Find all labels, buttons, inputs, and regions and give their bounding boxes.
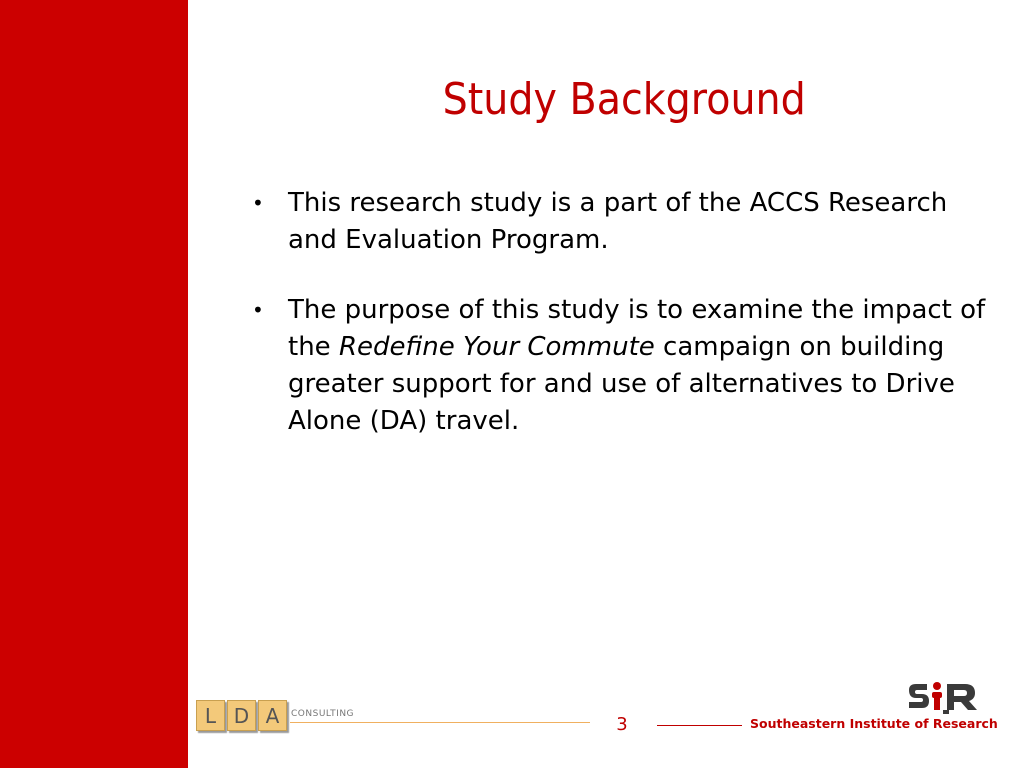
slide-title: Study Background bbox=[442, 74, 806, 125]
bullet-icon: • bbox=[252, 298, 264, 322]
bullet-item bbox=[250, 185, 990, 259]
footer-divider-right bbox=[657, 725, 742, 726]
bullet-icon: • bbox=[252, 191, 264, 215]
lda-letter-a: A bbox=[258, 700, 287, 731]
bullet-emphasis: Redefine Your Commute bbox=[338, 332, 655, 362]
bullet-list bbox=[250, 185, 990, 473]
lda-letter-l: L bbox=[196, 700, 225, 731]
sir-logo-icon bbox=[905, 680, 981, 720]
lda-letter-d: D bbox=[227, 700, 256, 731]
bullet-text-pre: The purpose of this study is to examine the impact of the bbox=[288, 295, 986, 362]
lda-consulting-label: CONSULTING bbox=[291, 709, 355, 719]
lda-logo bbox=[196, 700, 287, 731]
left-red-bar bbox=[0, 0, 188, 768]
page-number: 3 bbox=[616, 714, 628, 735]
bullet-item bbox=[250, 292, 990, 440]
bullet-text-post: campaign on building greater support for and use of alternatives to Drive Alone (DA) travel. bbox=[288, 332, 955, 436]
organization-name: Southeastern Institute of Research bbox=[750, 716, 998, 731]
footer-divider-left bbox=[290, 722, 590, 723]
bullet-text: This research study is a part of the ACCS Research and Evaluation Program. bbox=[288, 188, 948, 255]
